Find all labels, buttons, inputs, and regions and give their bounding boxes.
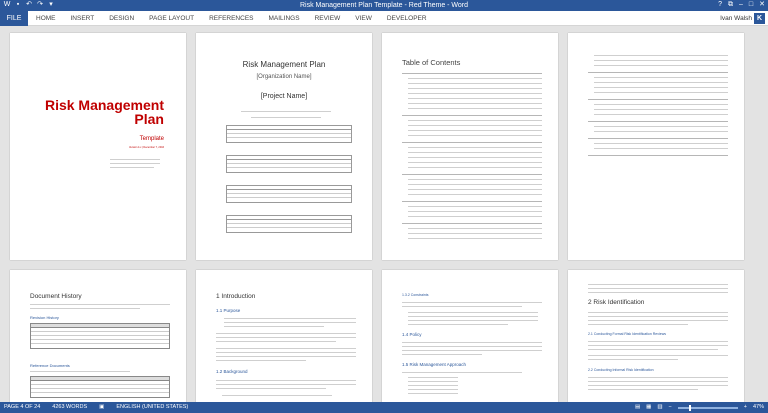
cover-subtitle: Template xyxy=(139,136,164,142)
tab-developer[interactable]: DEVELOPER xyxy=(386,15,427,22)
window-title: Risk Management Plan Template - Red Theme - Word xyxy=(299,2,469,9)
customize-qat-icon[interactable]: ▾ xyxy=(49,1,53,8)
read-mode-icon[interactable]: ▤ xyxy=(634,404,641,410)
status-bar xyxy=(0,402,768,413)
subsection-heading: 2.2 Conducting Informal Risk Identification xyxy=(588,368,654,372)
subsection-heading: 1.1 Purpose xyxy=(216,308,241,313)
text-line xyxy=(241,111,331,112)
cover-version: Version 4.x | December 7, 2016 xyxy=(129,146,164,149)
subsection-heading: 1.2 Background xyxy=(216,369,248,374)
zoom-in-button[interactable]: + xyxy=(743,404,747,410)
document-workspace[interactable] xyxy=(0,26,768,402)
tab-view[interactable]: VIEW xyxy=(355,15,372,22)
maximize-button[interactable]: □ xyxy=(748,1,754,8)
minimize-button[interactable]: – xyxy=(738,1,743,8)
tab-review[interactable]: REVIEW xyxy=(314,15,341,22)
window-controls xyxy=(718,0,765,10)
text-line xyxy=(251,117,321,118)
zoom-level[interactable]: 47% xyxy=(752,404,764,410)
approval-table xyxy=(226,155,352,173)
toc-title: Table of Contents xyxy=(402,58,461,67)
section-heading: 1 Introduction xyxy=(216,293,256,300)
organization-name: [Organization Name] xyxy=(256,74,312,80)
section-heading: 2 Risk Identification xyxy=(588,299,645,306)
web-layout-icon[interactable]: ▥ xyxy=(657,404,663,410)
text-line xyxy=(110,163,160,164)
approval-table xyxy=(226,185,352,203)
page-title: Risk Management Plan xyxy=(242,60,326,69)
tab-design[interactable]: DESIGN xyxy=(109,15,135,22)
page-toc[interactable] xyxy=(382,33,558,260)
revision-history-heading: Revision History xyxy=(30,315,59,320)
title-bar xyxy=(0,0,768,11)
page-title-approval[interactable] xyxy=(196,33,372,260)
ribbon-display-button[interactable]: ⧉ xyxy=(727,1,733,8)
word-count[interactable]: 4263 WORDS xyxy=(52,404,88,410)
project-name: [Project Name] xyxy=(260,93,308,100)
proofing-icon[interactable]: ▣ xyxy=(99,404,105,410)
approval-table xyxy=(226,125,352,143)
reference-table xyxy=(30,376,170,398)
approval-table xyxy=(226,215,352,233)
page-count[interactable]: PAGE 4 OF 24 xyxy=(4,404,41,410)
zoom-out-button[interactable]: − xyxy=(668,404,672,410)
tab-home[interactable]: HOME xyxy=(36,15,56,22)
tab-page-layout[interactable]: PAGE LAYOUT xyxy=(149,15,195,22)
subsection-heading: 2.1 Conducting Formal Risk Identification Reviews xyxy=(588,332,667,336)
text-line xyxy=(110,159,160,160)
word-logo-icon[interactable]: W xyxy=(3,1,11,8)
tab-file[interactable]: FILE xyxy=(0,11,28,26)
zoom-slider-handle[interactable] xyxy=(689,405,691,411)
text-line xyxy=(110,167,154,168)
zoom-slider[interactable] xyxy=(678,407,738,409)
avatar[interactable]: K xyxy=(754,13,765,24)
page-document-history[interactable] xyxy=(10,270,186,402)
user-name[interactable]: Ivan Walsh xyxy=(720,15,752,22)
reference-documents-heading: Reference Documents xyxy=(30,363,70,368)
tab-references[interactable]: REFERENCES xyxy=(209,15,254,22)
redo-icon[interactable]: ↷ xyxy=(37,1,43,8)
page-introduction[interactable] xyxy=(196,270,372,402)
page-risk-identification[interactable] xyxy=(568,270,744,402)
section-title: Document History xyxy=(30,293,82,300)
revision-table xyxy=(30,323,170,349)
save-icon[interactable]: ▪ xyxy=(16,1,20,8)
cover-title: Risk Management Plan xyxy=(44,97,164,127)
ribbon-tabs xyxy=(0,11,768,26)
tab-mailings[interactable]: MAILINGS xyxy=(268,15,300,22)
subsection-heading: 1.5 Risk Management Approach xyxy=(402,362,467,367)
tab-insert[interactable]: INSERT xyxy=(70,15,95,22)
page-toc-continued[interactable] xyxy=(568,33,744,260)
help-button[interactable]: ? xyxy=(718,1,722,8)
undo-icon[interactable]: ↶ xyxy=(26,1,32,8)
language-indicator[interactable]: ENGLISH (UNITED STATES) xyxy=(116,404,189,410)
page-cover[interactable] xyxy=(10,33,186,260)
subsection-heading: 1.3.2 Constraints xyxy=(402,293,429,297)
page-constraints-policy[interactable] xyxy=(382,270,558,402)
subsection-heading: 1.4 Policy xyxy=(402,332,422,337)
print-layout-icon[interactable]: ▦ xyxy=(646,404,652,410)
close-button[interactable]: ✕ xyxy=(759,1,765,8)
